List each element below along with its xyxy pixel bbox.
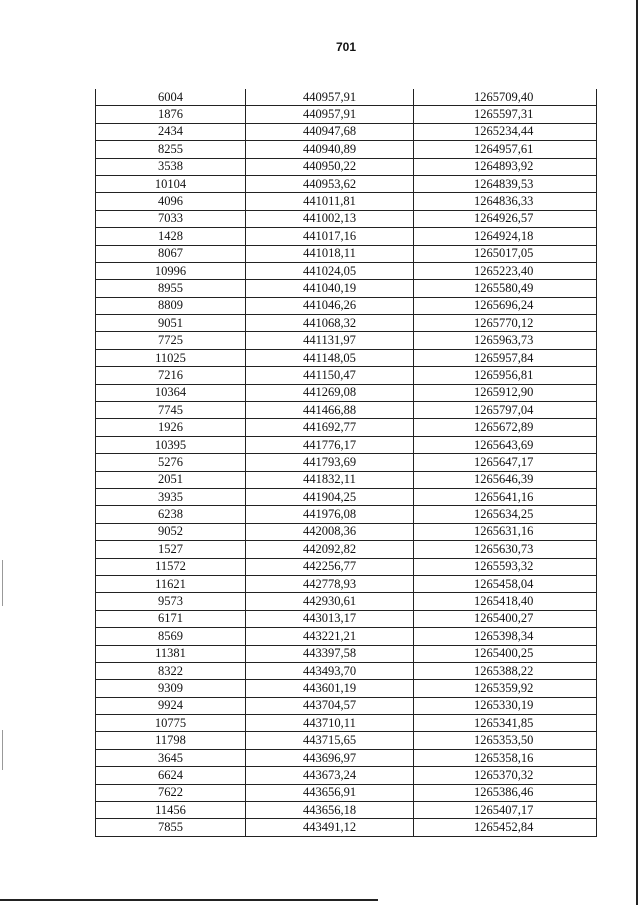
x-coordinate-cell: 441832,11	[246, 471, 414, 488]
y-coordinate-cell: 1265957,84	[414, 349, 597, 366]
point-number-cell: 8067	[96, 245, 246, 262]
point-number-cell: 6238	[96, 506, 246, 523]
x-coordinate-cell: 443696,97	[246, 749, 414, 766]
y-coordinate-cell: 1265400,27	[414, 610, 597, 627]
y-coordinate-cell: 1265452,84	[414, 819, 597, 836]
y-coordinate-cell: 1265370,32	[414, 767, 597, 784]
table-row	[96, 715, 597, 732]
x-coordinate-cell: 441692,77	[246, 419, 414, 436]
y-coordinate-cell: 1264924,18	[414, 228, 597, 245]
point-number-cell: 3935	[96, 488, 246, 505]
table-row	[96, 123, 597, 140]
y-coordinate-cell: 1265797,04	[414, 402, 597, 419]
table-row	[96, 732, 597, 749]
point-number-cell: 10996	[96, 262, 246, 279]
table-row	[96, 436, 597, 453]
table-row	[96, 175, 597, 192]
x-coordinate-cell: 442930,61	[246, 593, 414, 610]
x-coordinate-cell: 440950,22	[246, 158, 414, 175]
point-number-cell: 8255	[96, 141, 246, 158]
y-coordinate-cell: 1265634,25	[414, 506, 597, 523]
point-number-cell: 9052	[96, 523, 246, 540]
y-coordinate-cell: 1265912,90	[414, 384, 597, 401]
point-number-cell: 11456	[96, 802, 246, 819]
point-number-cell: 7216	[96, 367, 246, 384]
x-coordinate-cell: 441793,69	[246, 454, 414, 471]
point-number-cell: 11572	[96, 558, 246, 575]
x-coordinate-cell: 441018,11	[246, 245, 414, 262]
x-coordinate-cell: 441068,32	[246, 315, 414, 332]
x-coordinate-cell: 443715,65	[246, 732, 414, 749]
point-number-cell: 1876	[96, 106, 246, 123]
x-coordinate-cell: 441002,13	[246, 210, 414, 227]
y-coordinate-cell: 1265017,05	[414, 245, 597, 262]
x-coordinate-cell: 443601,19	[246, 680, 414, 697]
y-coordinate-cell: 1265630,73	[414, 541, 597, 558]
y-coordinate-cell: 1265580,49	[414, 280, 597, 297]
point-number-cell: 10395	[96, 436, 246, 453]
table-row	[96, 541, 597, 558]
table-row	[96, 662, 597, 679]
point-number-cell: 7855	[96, 819, 246, 836]
y-coordinate-cell: 1265641,16	[414, 488, 597, 505]
x-coordinate-cell: 440947,68	[246, 123, 414, 140]
table-row	[96, 106, 597, 123]
y-coordinate-cell: 1265407,17	[414, 802, 597, 819]
point-number-cell: 2434	[96, 123, 246, 140]
y-coordinate-cell: 1265223,40	[414, 262, 597, 279]
x-coordinate-cell: 441466,88	[246, 402, 414, 419]
point-number-cell: 7033	[96, 210, 246, 227]
x-coordinate-cell: 441131,97	[246, 332, 414, 349]
point-number-cell: 1926	[96, 419, 246, 436]
x-coordinate-cell: 441150,47	[246, 367, 414, 384]
table-row	[96, 367, 597, 384]
table-row	[96, 610, 597, 627]
y-coordinate-cell: 1265341,85	[414, 715, 597, 732]
table-row	[96, 645, 597, 662]
point-number-cell: 10104	[96, 175, 246, 192]
x-coordinate-cell: 440953,62	[246, 175, 414, 192]
table-row	[96, 297, 597, 314]
point-number-cell: 3538	[96, 158, 246, 175]
point-number-cell: 10364	[96, 384, 246, 401]
table-row	[96, 680, 597, 697]
x-coordinate-cell: 441011,81	[246, 193, 414, 210]
table-row	[96, 784, 597, 801]
x-coordinate-cell: 442092,82	[246, 541, 414, 558]
table-row	[96, 628, 597, 645]
point-number-cell: 1527	[96, 541, 246, 558]
y-coordinate-cell: 1265646,39	[414, 471, 597, 488]
table-row	[96, 89, 597, 106]
table-row	[96, 575, 597, 592]
y-coordinate-cell: 1265709,40	[414, 89, 597, 106]
point-number-cell: 9309	[96, 680, 246, 697]
table-row	[96, 315, 597, 332]
page-border-bottom	[0, 899, 378, 901]
table-row	[96, 802, 597, 819]
table-row	[96, 193, 597, 210]
point-number-cell: 5276	[96, 454, 246, 471]
y-coordinate-cell: 1264839,53	[414, 175, 597, 192]
x-coordinate-cell: 441040,19	[246, 280, 414, 297]
point-number-cell: 4096	[96, 193, 246, 210]
x-coordinate-cell: 443704,57	[246, 697, 414, 714]
y-coordinate-cell: 1265593,32	[414, 558, 597, 575]
point-number-cell: 6004	[96, 89, 246, 106]
x-coordinate-cell: 443656,91	[246, 784, 414, 801]
y-coordinate-cell: 1265597,31	[414, 106, 597, 123]
y-coordinate-cell: 1265458,04	[414, 575, 597, 592]
point-number-cell: 11025	[96, 349, 246, 366]
x-coordinate-cell: 441269,08	[246, 384, 414, 401]
table-row	[96, 819, 597, 836]
coordinates-table	[95, 89, 597, 837]
y-coordinate-cell: 1265359,92	[414, 680, 597, 697]
point-number-cell: 6624	[96, 767, 246, 784]
y-coordinate-cell: 1265386,46	[414, 784, 597, 801]
x-coordinate-cell: 443710,11	[246, 715, 414, 732]
point-number-cell: 11381	[96, 645, 246, 662]
x-coordinate-cell: 441017,16	[246, 228, 414, 245]
point-number-cell: 7725	[96, 332, 246, 349]
x-coordinate-cell: 443491,12	[246, 819, 414, 836]
x-coordinate-cell: 443397,58	[246, 645, 414, 662]
x-coordinate-cell: 442008,36	[246, 523, 414, 540]
point-number-cell: 7745	[96, 402, 246, 419]
table-row	[96, 402, 597, 419]
scan-edge-mark	[2, 730, 3, 770]
point-number-cell: 1428	[96, 228, 246, 245]
table-row	[96, 454, 597, 471]
table-row	[96, 419, 597, 436]
table-row	[96, 228, 597, 245]
table-row	[96, 506, 597, 523]
x-coordinate-cell: 440957,91	[246, 89, 414, 106]
table-row	[96, 697, 597, 714]
x-coordinate-cell: 443493,70	[246, 662, 414, 679]
table-row	[96, 749, 597, 766]
point-number-cell: 9924	[96, 697, 246, 714]
point-number-cell: 8809	[96, 297, 246, 314]
scan-edge-mark	[2, 560, 3, 606]
y-coordinate-cell: 1265643,69	[414, 436, 597, 453]
table-row	[96, 593, 597, 610]
y-coordinate-cell: 1264836,33	[414, 193, 597, 210]
table-row	[96, 210, 597, 227]
table-row	[96, 332, 597, 349]
y-coordinate-cell: 1265418,40	[414, 593, 597, 610]
y-coordinate-cell: 1264957,61	[414, 141, 597, 158]
x-coordinate-cell: 441024,05	[246, 262, 414, 279]
x-coordinate-cell: 441904,25	[246, 488, 414, 505]
table-row	[96, 349, 597, 366]
x-coordinate-cell: 443221,21	[246, 628, 414, 645]
page-number: 701	[335, 40, 357, 54]
y-coordinate-cell: 1265400,25	[414, 645, 597, 662]
x-coordinate-cell: 441046,26	[246, 297, 414, 314]
point-number-cell: 9573	[96, 593, 246, 610]
table-row	[96, 384, 597, 401]
y-coordinate-cell: 1265963,73	[414, 332, 597, 349]
y-coordinate-cell: 1265398,34	[414, 628, 597, 645]
x-coordinate-cell: 442778,93	[246, 575, 414, 592]
table-row	[96, 158, 597, 175]
y-coordinate-cell: 1265388,22	[414, 662, 597, 679]
table-row	[96, 523, 597, 540]
table-row	[96, 245, 597, 262]
table-row	[96, 280, 597, 297]
table-row	[96, 488, 597, 505]
x-coordinate-cell: 442256,77	[246, 558, 414, 575]
page-border-right	[636, 0, 638, 905]
table-row	[96, 262, 597, 279]
point-number-cell: 3645	[96, 749, 246, 766]
y-coordinate-cell: 1265234,44	[414, 123, 597, 140]
point-number-cell: 8322	[96, 662, 246, 679]
x-coordinate-cell: 440957,91	[246, 106, 414, 123]
x-coordinate-cell: 443673,24	[246, 767, 414, 784]
y-coordinate-cell: 1265956,81	[414, 367, 597, 384]
y-coordinate-cell: 1265358,16	[414, 749, 597, 766]
x-coordinate-cell: 441776,17	[246, 436, 414, 453]
point-number-cell: 8955	[96, 280, 246, 297]
y-coordinate-cell: 1265631,16	[414, 523, 597, 540]
x-coordinate-cell: 441976,08	[246, 506, 414, 523]
x-coordinate-cell: 441148,05	[246, 349, 414, 366]
y-coordinate-cell: 1264893,92	[414, 158, 597, 175]
y-coordinate-cell: 1265647,17	[414, 454, 597, 471]
point-number-cell: 8569	[96, 628, 246, 645]
point-number-cell: 10775	[96, 715, 246, 732]
table-row	[96, 471, 597, 488]
table-row	[96, 141, 597, 158]
x-coordinate-cell: 443656,18	[246, 802, 414, 819]
table-row	[96, 767, 597, 784]
y-coordinate-cell: 1264926,57	[414, 210, 597, 227]
table-row	[96, 558, 597, 575]
point-number-cell: 11621	[96, 575, 246, 592]
x-coordinate-cell: 440940,89	[246, 141, 414, 158]
y-coordinate-cell: 1265672,89	[414, 419, 597, 436]
x-coordinate-cell: 443013,17	[246, 610, 414, 627]
point-number-cell: 9051	[96, 315, 246, 332]
y-coordinate-cell: 1265353,50	[414, 732, 597, 749]
point-number-cell: 2051	[96, 471, 246, 488]
point-number-cell: 11798	[96, 732, 246, 749]
y-coordinate-cell: 1265330,19	[414, 697, 597, 714]
point-number-cell: 7622	[96, 784, 246, 801]
y-coordinate-cell: 1265696,24	[414, 297, 597, 314]
y-coordinate-cell: 1265770,12	[414, 315, 597, 332]
point-number-cell: 6171	[96, 610, 246, 627]
